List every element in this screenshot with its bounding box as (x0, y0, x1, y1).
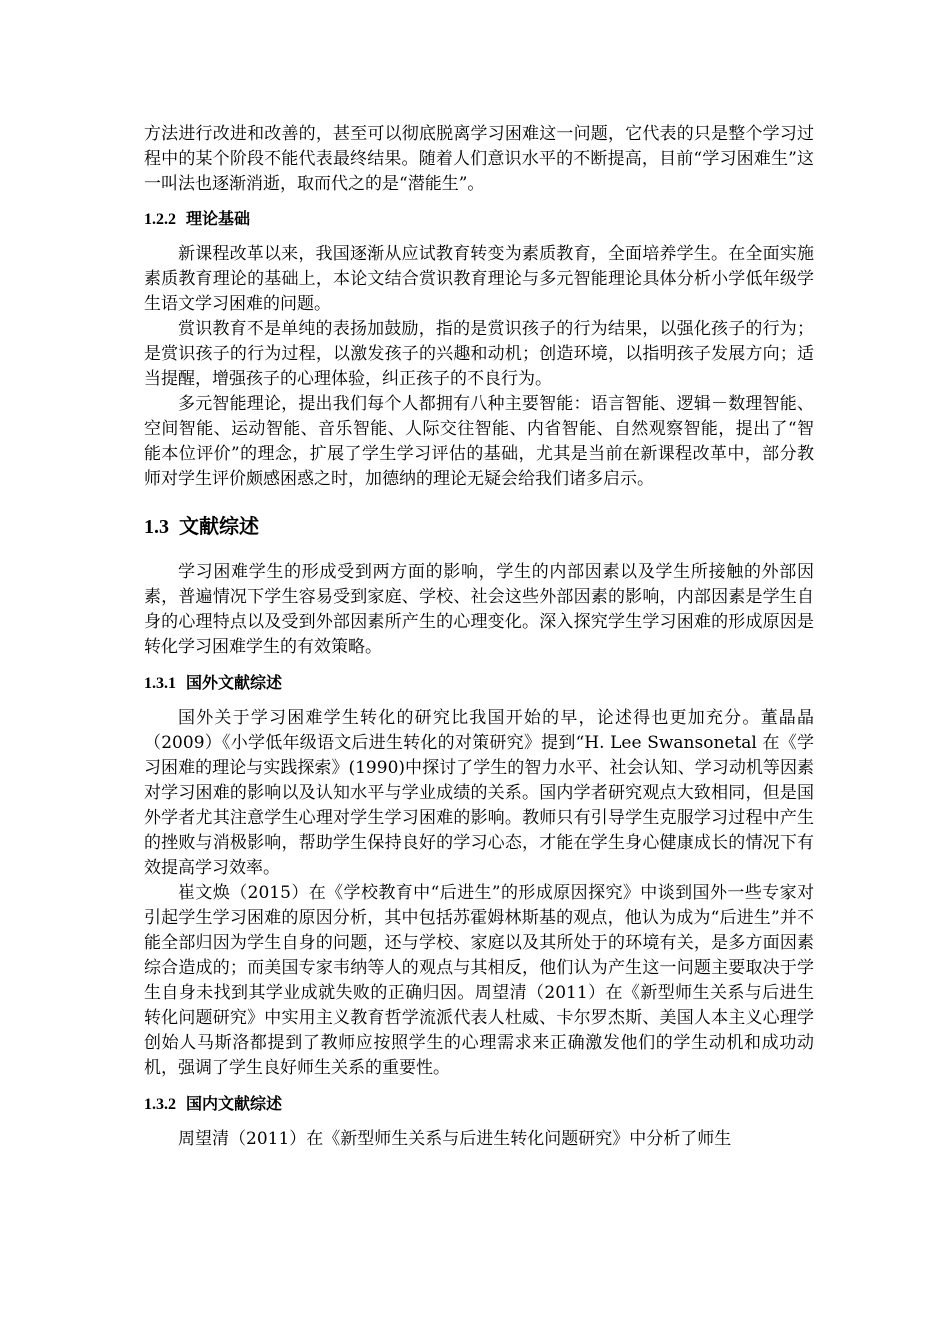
section-heading-1-3 (144, 512, 814, 541)
paragraph: 多元智能理论，提出我们每个人都拥有八种主要智能：语言智能、逻辑－数理智能、空间智能、运动智能、音乐智能、人际交往智能、内省智能、自然观察智能，提出了“智能本位评价”的理念，扩展了学生学习评估的基础，尤其是当前在新课程改革中，部分教师对学生评价颇感困惑之时，加德纳的理论无疑会给我们诸多启示。 (144, 394, 814, 489)
paragraph: 赏识教育不是单纯的表扬加鼓励，指的是赏识孩子的行为结果，以强化孩子的行为；是赏识孩子的行为过程，以激发孩子的兴趣和动机；创造环境，以指明孩子发展方向；适当提醒，增强孩子的心理体验，纠正孩子的不良行为。 (144, 319, 814, 389)
paragraph: 新课程改革以来，我国逐渐从应试教育转变为素质教育，全面培养学生。在全面实施素质教育理论的基础上，本论文结合赏识教育理论与多元智能理论具体分析小学低年级学生语文学习困难的问题。 (144, 244, 814, 314)
paragraph: 崔文焕（2015）在《学校教育中“后进生”的形成原因探究》中谈到国外一些专家对引起学生学习困难的原因分析，其中包括苏霍姆林斯基的观点，他认为成为“后进生”并不能全部归因为学生自身的问题，还与学校、家庭以及其所处于的环境有关，是多方面因素综合造成的；而美国专家韦纳等人的观点与其相反，他们认为产生这一问题主要取决于学生自身未找到其学业成就失败的正确归因。周望清（2011）在《新型师生关系与后进生转化问题研究》中实用主义教育哲学流派代表人杜威、卡尔罗杰斯、美国人本主义心理学创始人马斯洛都提到了教师应按照学生的心理需求来正确激发他们的学生动机和成功动机，强调了学生良好师生关系的重要性。 (144, 883, 814, 1078)
intro-paragraph: 方法进行改进和改善的，甚至可以彻底脱离学习困难这一问题，它代表的只是整个学习过程中的某个阶段不能代表最终结果。随着人们意识水平的不断提高，目前“学习困难生”这一叫法也逐渐消逝，取而代之的是“潜能生”。 (144, 124, 814, 194)
section-number: 1.3.1 (144, 675, 176, 692)
paragraph: 周望清（2011）在《新型师生关系与后进生转化问题研究》中分析了师生 (178, 1129, 732, 1149)
page-content (144, 122, 814, 1152)
section-title: 国内文献综述 (186, 1094, 283, 1113)
section-heading-1-3-1 (144, 671, 814, 696)
paragraph: 学习困难学生的形成受到两方面的影响，学生的内部因素以及学生所接触的外部因素，普遍情况下学生容易受到家庭、学校、社会这些外部因素的影响，内部因素是学生自身的心理特点以及受到外部因素所产生的心理变化。深入探究学生学习困难的形成原因是转化学习困难学生的有效策略。 (144, 562, 814, 657)
section-number: 1.3 (144, 516, 169, 538)
section-number: 1.2.2 (144, 211, 176, 228)
section-title: 文献综述 (179, 514, 259, 538)
section-title: 理论基础 (186, 209, 251, 228)
section-heading-1-2-2 (144, 207, 814, 232)
section-number: 1.3.2 (144, 1096, 176, 1113)
paragraph: 国外关于学习困难学生转化的研究比我国开始的早，论述得也更加充分。董晶晶（2009）《小学低年级语文后进生转化的对策研究》提到“H. Lee Swansonetal 在《学习困难的理论与实践探索》(1990)中探讨了学生的智力水平、社会认知、学习动机等因素对学习困难的影响以及认知水平与学业成绩的关系。国内学者研究观点大致相同，但是国外学者尤其注意学生心理对学生学习困难的影响。教师只有引导学生克服学习过程中产生的挫败与消极影响，帮助学生保持良好的学习心态，才能在学生身心健康成长的情况下有效提高学习效率。 (144, 708, 814, 878)
section-heading-1-3-2 (144, 1092, 814, 1117)
section-title: 国外文献综述 (186, 673, 283, 692)
